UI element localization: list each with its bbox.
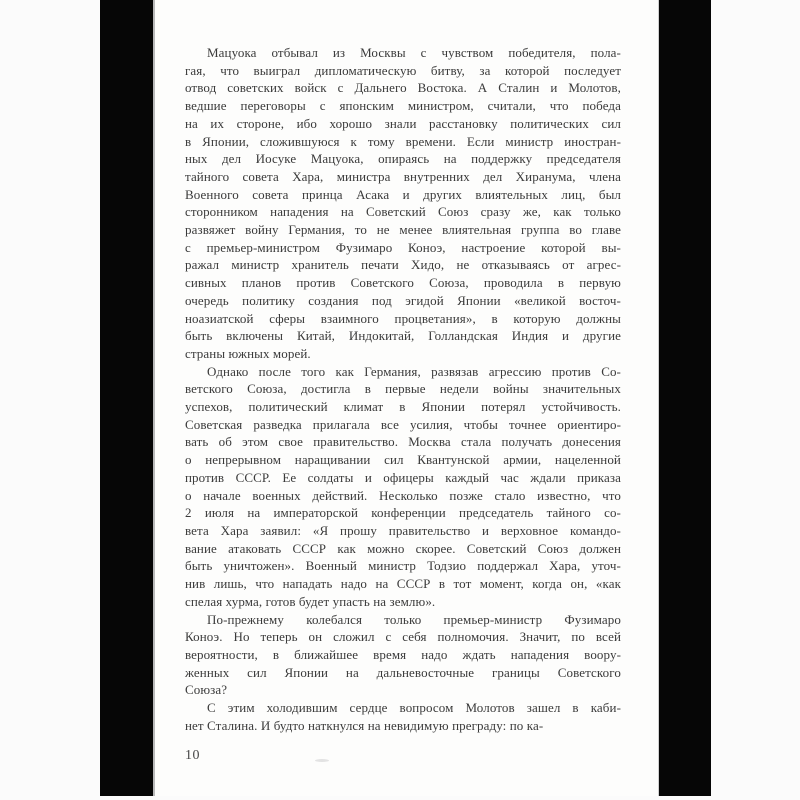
paragraph (185, 699, 621, 734)
text-line: с премьер-министром Фузимаро Коноэ, настроение которой вы- (185, 239, 621, 255)
paragraph (185, 44, 621, 363)
text-line: 2 июля на императорской конференции председатель тайного со- (185, 505, 621, 521)
text-line: против СССР. Ее солдаты и офицеры каждый час ждали приказа (185, 469, 621, 485)
text-line: Коноэ. Но теперь он сложил с себя полномочия. Значит, по всей (185, 629, 621, 645)
text-line: отвод советских войск с Дальнего Востока. А Сталин и Молотов, (185, 80, 621, 96)
text-line: успехов, политический климат в Японии потерял устойчивость. (185, 399, 621, 415)
text-line: Советская разведка прилагала все усилия, чтобы точнее ориентиро- (185, 416, 621, 432)
text-line: ноазиатской сферы взаимного процветания», в которую должны (185, 310, 621, 326)
scan-smudge (315, 759, 329, 762)
text-line: Военного совета принца Асака и других влиятельных лиц, был (185, 186, 621, 202)
text-line: нет Сталина. И будто наткнулся на невидимую преграду: по ка- (185, 717, 544, 733)
text-line: женных сил Японии на дальневосточные границы Советского (185, 664, 621, 680)
text-line: вание атаковать СССР как можно скорее. Советский Союз должен (185, 540, 621, 556)
text-line: ветского Союза, достигла в первые недели войны значительных (185, 381, 621, 397)
text-line: спелая хурма, готов будет упасть на землю». (185, 593, 436, 609)
text-line: ражал министр хранитель печати Хидо, не отказываясь от агрес- (185, 257, 621, 273)
text-line: развяжет войну Германия, то не менее влиятельная группа во главе (185, 222, 621, 238)
text-line: ведшие переговоры с японским министром, считали, что победа (185, 98, 621, 114)
text-line: на их стороне, ибо хорошо знали расстановку политических сил (185, 115, 621, 131)
text-line: вероятности, в ближайшее время надо ждать нападения воору- (185, 646, 621, 662)
text-line: о непрерывном наращивании сил Квантунской армии, нацеленной (185, 452, 621, 468)
page-number: 10 (185, 748, 200, 763)
text-line: Союза? (185, 682, 228, 698)
text-line: очередь политику создания под эгидой Японии «великой восточ- (185, 292, 621, 308)
book-page (155, 0, 658, 796)
text-line: быть уничтожен». Военный министр Тодзио поддержал Хара, уточ- (185, 558, 621, 574)
text-block (185, 44, 621, 734)
text-line: По-прежнему колебался только премьер-министр Фузимаро (207, 611, 621, 627)
text-line: быть включены Китай, Индокитай, Голландская Индия и другие (185, 328, 621, 344)
text-line: ных дел Иосуке Мацуока, опираясь на поддержку председателя (185, 151, 621, 167)
text-line: сивных планов против Советского Союза, проводила в первую (185, 275, 621, 291)
text-line: о начале военных действий. Несколько позже стало известно, что (185, 487, 621, 503)
text-line: нив лишь, что нападать надо на СССР в тот момент, когда он, «как (185, 576, 621, 592)
scan-dark-band-left (100, 0, 155, 796)
text-line: тайного совета Хара, министра внутренних дел Хиранума, члена (185, 168, 621, 184)
scan-dark-band-right (658, 0, 711, 796)
text-line: страны южных морей. (185, 345, 311, 361)
text-line: Мацуока отбывал из Москвы с чувством победителя, пола- (207, 45, 621, 60)
scanned-book-photo (100, 0, 711, 796)
text-line: С этим холодившим сердце вопросом Молотов зашел в каби- (207, 700, 621, 716)
text-line: сторонником нападения на Советский Союз сразу же, как только (185, 204, 621, 220)
text-line: Однако после того как Германия, развязав агрессию против Со- (207, 363, 621, 379)
paragraph (185, 363, 621, 611)
text-line: в Японии, сложившуюся к тому времени. Если министр иностран- (185, 133, 621, 149)
text-line: вета Хара заявил: «Я прошу правительство и верховное командо- (185, 522, 621, 538)
text-line: вать об этом свое правительство. Москва стала получать донесения (185, 434, 621, 450)
text-line: гая, что выиграл дипломатическую битву, за которой последует (185, 62, 621, 78)
paragraph (185, 611, 621, 700)
